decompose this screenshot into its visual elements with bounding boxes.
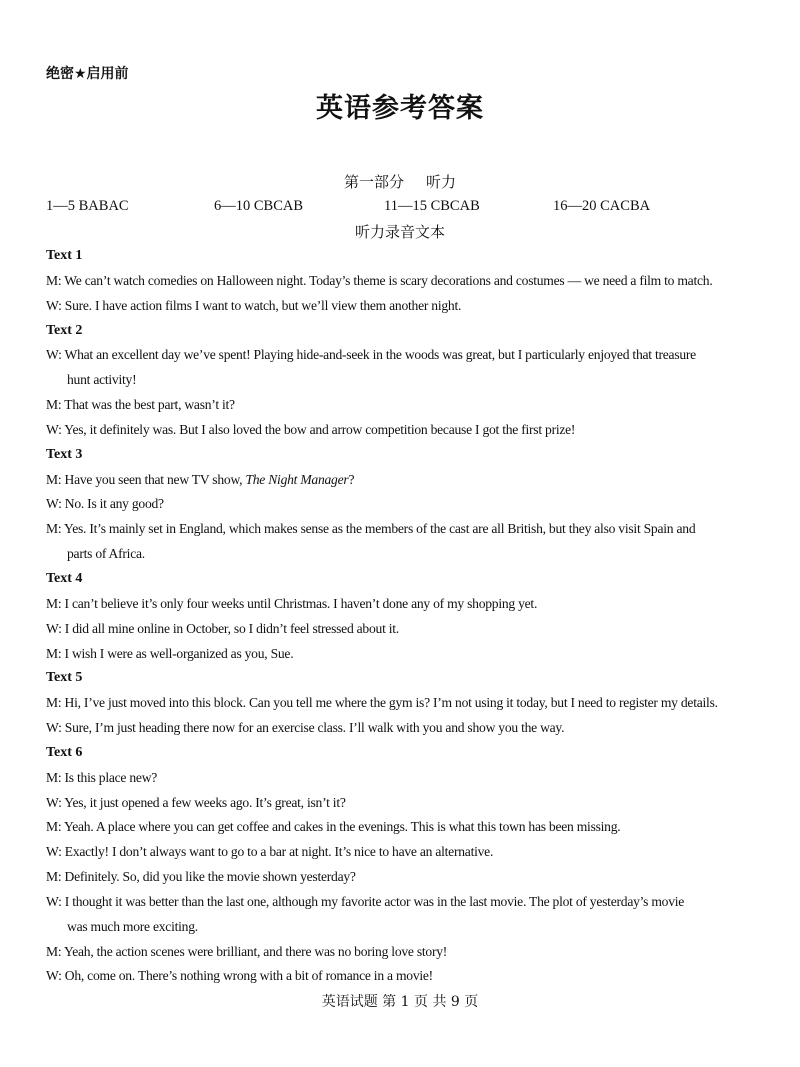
dialogue-text: Yeah, the action scenes were brilliant, and there was no boring love story!: [64, 943, 448, 959]
text-label: Text 4: [46, 570, 83, 586]
dialogue-line: [46, 964, 758, 989]
dialogue-text: I wish I were as well-organized as you, Sue.: [64, 645, 294, 661]
dialogue-line: [46, 940, 758, 965]
speaker-label: W:: [46, 893, 62, 909]
speaker-label: W:: [46, 720, 62, 736]
dialogue-text: Have you seen that new TV show,: [64, 471, 243, 487]
speaker-label: M:: [46, 769, 62, 785]
dialogue-text: Definitely. So, did you like the movie shown yesterday?: [64, 869, 356, 885]
dialogue-text: What an excellent day we’ve spent! Playing hide-and-seek in the woods was great, but I particularly enjoyed that treasure: [64, 347, 696, 363]
dialogue-text: Oh, come on. There’s nothing wrong with a bit of romance in a movie!: [64, 968, 433, 984]
dialogue-text: Sure, I’m just heading there now for an exercise class. I’ll walk with you and show you the way.: [64, 720, 565, 736]
speaker-label: M:: [46, 471, 62, 487]
speaker-label: W:: [46, 297, 62, 313]
transcript-body: [46, 244, 758, 989]
speaker-label: W:: [46, 496, 62, 512]
dialogue-text: No. Is it any good?: [64, 496, 164, 512]
section-part: 第一部分: [343, 173, 404, 191]
answer-group: 1—5 BABAC: [46, 198, 129, 214]
dialogue-line: [46, 294, 758, 319]
speaker-label: M:: [46, 695, 62, 711]
speaker-label: M:: [46, 869, 62, 885]
dialogue-text: Yes, it definitely was. But I also loved the bow and arrow competition because I got the first prize!: [64, 421, 576, 437]
speaker-label: M:: [46, 819, 62, 835]
answer-group: 6—10 CBCAB: [214, 198, 304, 214]
text-label: Text 2: [46, 322, 83, 338]
dialogue-text: Exactly! I don’t always want to go to a bar at night. It’s nice to have an alternative.: [64, 844, 494, 860]
speaker-label: M:: [46, 595, 62, 611]
page-footer: 英语试题 第 1 页 共 9 页: [321, 994, 479, 1010]
speaker-label: W:: [46, 421, 62, 437]
dialogue-line: [46, 890, 758, 915]
dialogue-line: [46, 840, 758, 865]
dialogue-line: [46, 517, 758, 542]
dialogue-text: That was the best part, wasn’t it?: [64, 397, 235, 413]
page-title: 英语参考答案: [316, 93, 484, 124]
show-title: The Night Manager: [245, 471, 349, 487]
dialogue-text: We can’t watch comedies on Halloween night. Today’s theme is scary decorations and costumes — we need a film to match.: [64, 272, 713, 288]
section-heading: [0, 171, 800, 192]
dialogue-line: [46, 791, 758, 816]
answer-group: 16—20 CACBA: [553, 198, 651, 214]
speaker-label: M:: [46, 272, 62, 288]
speaker-label: M:: [46, 397, 62, 413]
speaker-label: W:: [46, 794, 62, 810]
dialogue-line: [46, 865, 758, 890]
dialogue-continuation: was much more exciting.: [67, 918, 198, 934]
section-name: 听力: [426, 173, 457, 191]
dialogue-line: [46, 468, 758, 493]
dialogue-text: Is this place new?: [64, 769, 158, 785]
dialogue-line: [46, 492, 758, 517]
dialogue-continuation: parts of Africa.: [67, 546, 145, 562]
dialogue-text: Hi, I’ve just moved into this block. Can you tell me where the gym is? I’m not using it today, but I need to register my details.: [64, 695, 718, 711]
text-label: Text 5: [46, 670, 83, 686]
punctuation: ?: [348, 471, 355, 487]
dialogue-line: [46, 418, 758, 443]
dialogue-line: [46, 716, 758, 741]
speaker-label: W:: [46, 620, 62, 636]
dialogue-text: Yes, it just opened a few weeks ago. It’s great, isn’t it?: [64, 794, 346, 810]
dialogue-line: [46, 269, 758, 294]
dialogue-line: [46, 617, 758, 642]
dialogue-line: [46, 393, 758, 418]
transcript-heading: 听力录音文本: [354, 223, 445, 241]
speaker-label: M:: [46, 645, 62, 661]
speaker-label: M:: [46, 521, 62, 537]
dialogue-line: [46, 642, 758, 667]
answer-group: 11—15 CBCAB: [384, 198, 480, 214]
dialogue-text: Yeah. A place where you can get coffee and cakes in the evenings. This is what this town has been missing.: [64, 819, 621, 835]
speaker-label: W:: [46, 347, 62, 363]
dialogue-text: Sure. I have action films I want to watch, but we’ll view them another night.: [64, 297, 462, 313]
speaker-label: W:: [46, 968, 62, 984]
speaker-label: W:: [46, 844, 62, 860]
dialogue-text: Yes. It’s mainly set in England, which makes sense as the members of the cast are all British, but they also visit Spain and: [64, 521, 696, 537]
speaker-label: M:: [46, 943, 62, 959]
dialogue-text: I thought it was better than the last one, although my favorite actor was in the last movie. The plot of yesterday’s movie: [64, 893, 685, 909]
dialogue-line: [46, 766, 758, 791]
dialogue-line: [46, 343, 758, 368]
text-label: Text 1: [46, 248, 83, 263]
dialogue-text: I did all mine online in October, so I didn’t feel stressed about it.: [64, 620, 399, 636]
dialogue-continuation: hunt activity!: [67, 372, 137, 388]
dialogue-line: [46, 592, 758, 617]
dialogue-line: [46, 815, 758, 840]
confidential-notice: 绝密★启用前: [46, 66, 129, 82]
answer-key: [46, 198, 766, 216]
dialogue-text: I can’t believe it’s only four weeks until Christmas. I haven’t done any of my shopping yet.: [64, 595, 538, 611]
dialogue-line: [46, 691, 758, 716]
text-label: Text 6: [46, 744, 83, 760]
text-label: Text 3: [46, 446, 83, 462]
